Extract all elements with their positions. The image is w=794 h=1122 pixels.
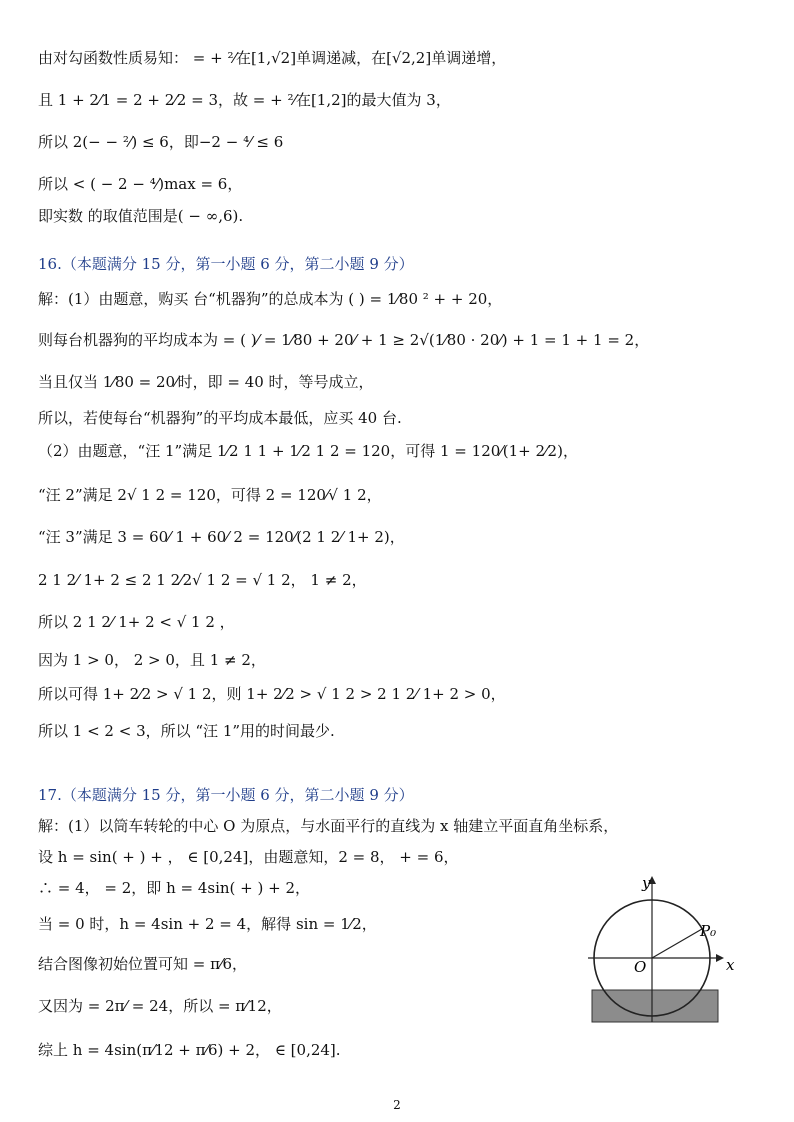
text-line: 所以 < ( − 2 − ⁴⁄)max = 6， [38, 175, 243, 193]
text-line: “汪 2”满足 2√ 1 2 = 120，可得 2 = 120⁄√ 1 2， [38, 486, 382, 504]
text-line: 由对勾函数性质易知： = + ²⁄在[1,√2]单调递减，在[√2,2]单调递增， [38, 49, 507, 67]
radius-op0 [652, 929, 702, 958]
text-line: 综上 h = 4sin(π⁄12 + π⁄6) + 2， ∈ [0,24]. [38, 1041, 341, 1059]
text-line: 因为 1 > 0， 2 > 0，且 1 ≠ 2， [38, 651, 266, 669]
text-line: 则每台机器狗的平均成本为 = ( )⁄ = 1⁄80 + 20⁄ + 1 ≥ 2√(1⁄80 · 20⁄) + 1 = 1 + 1 = 2， [38, 331, 650, 349]
text-line: 所以 1 < 2 < 3，所以 “汪 1”用的时间最少. [38, 722, 335, 740]
point-label: P₀ [700, 922, 717, 940]
text-line: 设 h = sin( + ) + ， ∈ [0,24]，由题意知，2 = 8， + = 6， [38, 848, 459, 866]
text-line: 当 = 0 时，h = 4sin + 2 = 4，解得 sin = 1⁄2， [38, 915, 377, 933]
text-line: 即实数 的取值范围是( − ∞,6). [38, 207, 244, 225]
text-line: 结合图像初始位置可知 = π⁄6， [38, 955, 248, 973]
text-line: ∴ = 4， = 2，即 h = 4sin( + ) + 2， [38, 879, 310, 897]
text-line: 所以可得 1+ 2⁄2 > √ 1 2，则 1+ 2⁄2 > √ 1 2 > 2 1 2⁄ 1+ 2 > 0， [38, 685, 506, 703]
water-surface [592, 990, 718, 1022]
text-line: 所以 2(− − ²⁄) ≤ 6，即−2 − ⁴⁄ ≤ 6 [38, 133, 284, 151]
text-line: （2）由题意，“汪 1”满足 1⁄2 1 1 + 1⁄2 1 2 = 120，可得 1 = 120⁄(1+ 2⁄2)， [38, 442, 578, 460]
origin-label: O [634, 958, 647, 976]
text-line: 解：(1）由题意，购买 台“机器狗”的总成本为 ( ) = 1⁄80 ² + + 20， [38, 290, 503, 308]
x-axis-label: x [726, 956, 735, 974]
text-line: 当且仅当 1⁄80 = 20⁄时，即 = 40 时，等号成立， [38, 373, 374, 391]
text-line: 所以 2 1 2⁄ 1+ 2 < √ 1 2 ， [38, 613, 235, 631]
text-line: “汪 3”满足 3 = 60⁄ 1 + 60⁄ 2 = 120⁄(2 1 2⁄ 1+ 2)， [38, 528, 405, 546]
text-line: 2 1 2⁄ 1+ 2 ≤ 2 1 2⁄2√ 1 2 = √ 1 2， 1 ≠ 2， [38, 571, 367, 589]
y-axis-label: y [642, 874, 651, 892]
x-axis-arrow [716, 954, 724, 962]
page-number: 2 [393, 1098, 401, 1112]
section-heading: 17.（本题满分 15 分，第一小题 6 分，第二小题 9 分） [38, 786, 414, 804]
text-line: 所以，若使每台“机器狗”的平均成本最低，应买 40 台. [38, 409, 402, 427]
text-line: 又因为 = 2π⁄ = 24，所以 = π⁄12， [38, 997, 282, 1015]
text-line: 解：(1）以筒车转轮的中心 O 为原点，与水面平行的直线为 x 轴建立平面直角坐标系， [38, 817, 619, 835]
waterwheel-diagram [588, 872, 738, 1024]
section-heading: 16.（本题满分 15 分，第一小题 6 分，第二小题 9 分） [38, 255, 414, 273]
text-line: 且 1 + 2⁄1 = 2 + 2⁄2 = 3，故 = + ²⁄在[1,2]的最大值为 3， [38, 91, 451, 109]
